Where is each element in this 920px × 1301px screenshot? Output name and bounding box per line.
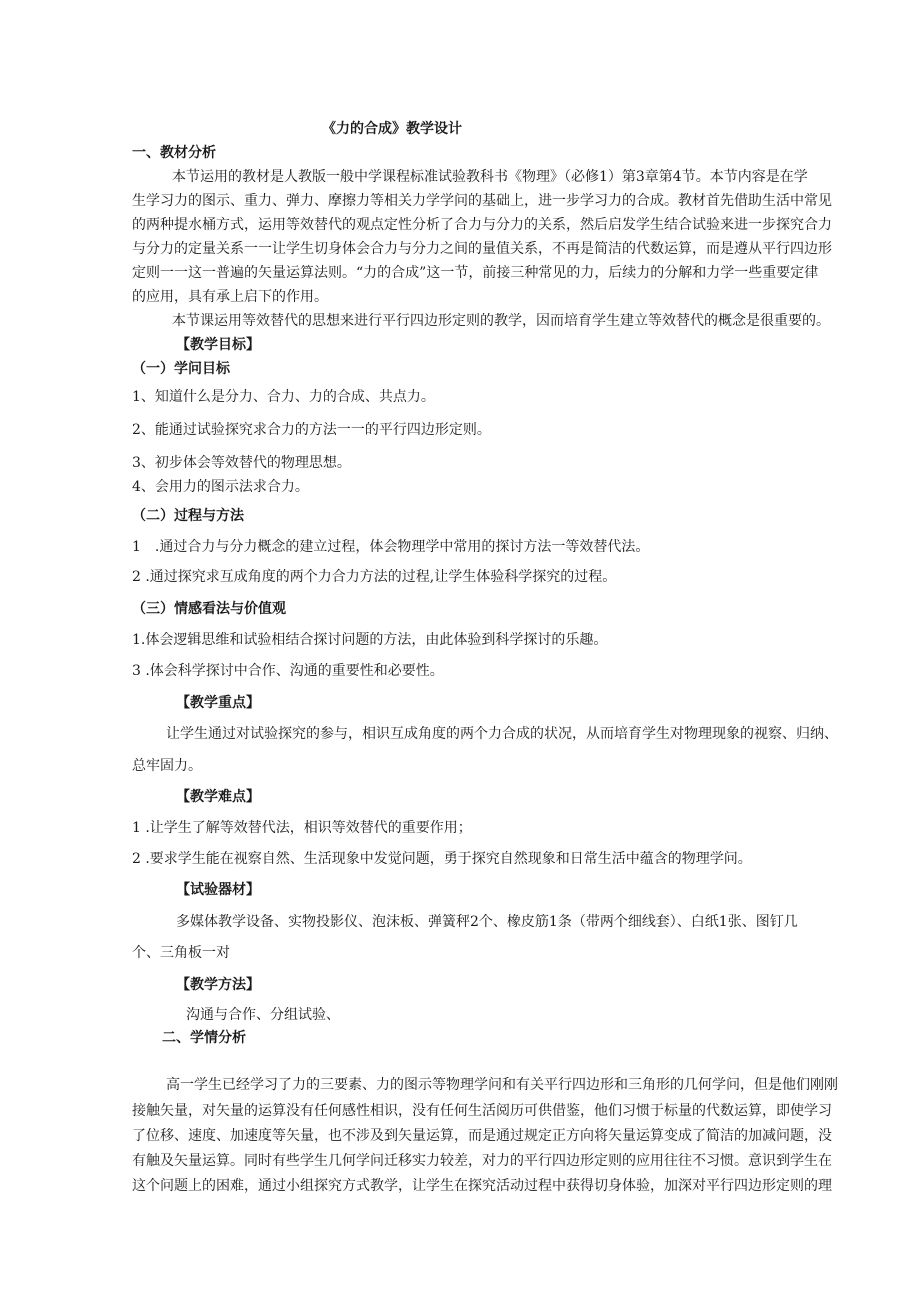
paragraph-line: 本节课运用等效替代的思想来进行平行四边形定则的教学，因而培育学生建立等效替代的概念是很重要的。 — [172, 313, 830, 329]
paragraph-line: 与分力的定量关系一一让学生切身体会合力与分力之间的量值关系，不再是简洁的代数运算，而是遵从平行四边形 — [132, 241, 832, 257]
list-item: 2 .通过探究求互成角度的两个力合力方法的过程,让学生体验科学探究的过程。 — [132, 569, 617, 585]
paragraph-line: 沟通与合作、分组试验、 — [186, 1007, 340, 1023]
heading-difficult-points: 【教学难点】 — [176, 789, 260, 805]
heading-teaching-methods: 【教学方法】 — [176, 977, 260, 993]
subheading-process-methods: （二）过程与方法 — [132, 508, 244, 524]
paragraph-line: 有触及矢量运算。同时有些学生几何学问迁移实力较差，对力的平行四边形定则的应用往往不习惯。意识到学生在 — [132, 1153, 832, 1169]
paragraph-line: 生学习力的图示、重力、弹力、摩擦力等相关力学学问的基础上，进一步学习力的合成。教材首先借助生活中常见 — [132, 193, 832, 209]
heading-key-points: 【教学重点】 — [176, 695, 260, 711]
heading-teaching-goals: 【教学目标】 — [176, 337, 260, 353]
paragraph-line: 接触矢量，对矢量的运算没有任何感性相识，没有任何生活阅历可供借鉴，他们习惯于标量的代数运算，即使学习 — [132, 1103, 832, 1119]
paragraph-line: 总牢固力。 — [132, 758, 202, 774]
paragraph-line: 的两种提水桶方式，运用等效替代的观点定性分析了合力与分力的关系，然后启发学生结合试验来进一步探究合力 — [132, 217, 832, 233]
list-item: 1 .让学生了解等效替代法，相识等效替代的重要作用； — [132, 820, 472, 836]
paragraph-line: 的应用，具有承上启下的作用。 — [132, 289, 328, 305]
subheading-knowledge-goals: （一）学问目标 — [132, 361, 230, 377]
list-item: 2 .要求学生能在视察自然、生活现象中发觉问题，勇于探究自然现象和日常生活中蕴含的物理学问。 — [132, 851, 752, 867]
list-item: 1 .通过合力与分力概念的建立过程，体会物理学中常用的探讨方法一等效替代法。 — [132, 539, 650, 555]
doc-title: 《力的合成》教学设计 — [322, 121, 462, 137]
list-item: 4、会用力的图示法求合力。 — [132, 479, 309, 495]
section-heading-student-analysis: 二、学情分析 — [162, 1030, 246, 1046]
list-item: 1、知道什么是分力、合力、力的合成、共点力。 — [132, 389, 435, 405]
heading-equipment: 【试验器材】 — [176, 882, 260, 898]
list-item: 3、初步体会等效替代的物理思想。 — [132, 455, 351, 471]
paragraph-line: 了位移、速度、加速度等矢量，也不涉及到矢量运算，而是通过规定正方向将矢量运算变成了简洁的加减问题，没 — [132, 1128, 832, 1144]
paragraph-line: 本节运用的教材是人教版一般中学课程标准试验教科书《物理》（必修1）第3章第4节。本节内容是在学 — [172, 169, 808, 185]
section-heading-textbook-analysis: 一、教材分析 — [132, 145, 216, 161]
paragraph-line: 高一学生已经学习了力的三要素、力的图示等物理学问和有关平行四边形和三角形的几何学问，但是他们刚刚 — [166, 1077, 838, 1093]
subheading-attitude-values: （三）情感看法与价值观 — [132, 601, 286, 617]
paragraph-line: 多媒体教学设备、实物投影仪、泡沫板、弹簧秤2个、橡皮筋1条（带两个细线套）、白纸1张、图钉几 — [176, 914, 798, 930]
paragraph-line: 个、三角板一对 — [132, 945, 230, 961]
paragraph-line: 这个问题上的困难，通过小组探究方式教学，让学生在探究活动过程中获得切身体验，加深对平行四边形定则的理 — [132, 1178, 832, 1194]
list-item: 2、能通过试验探究求合力的方法一一的平行四边形定则。 — [132, 422, 491, 438]
paragraph-line: 定则一一这一普遍的矢量运算法则。“力的合成”这一节，前接三种常见的力，后续力的分解和力学一些重要定律 — [132, 265, 819, 281]
paragraph-line: 让学生通过对试验探究的参与，相识互成角度的两个力合成的状况，从而培育学生对物理现象的视察、归纳、 — [166, 726, 838, 742]
list-item: 1.体会逻辑思维和试验相结合探讨问题的方法，由此体验到科学探讨的乐趣。 — [132, 632, 608, 648]
list-item: 3 .体会科学探讨中合作、沟通的重要性和必要性。 — [132, 663, 444, 679]
